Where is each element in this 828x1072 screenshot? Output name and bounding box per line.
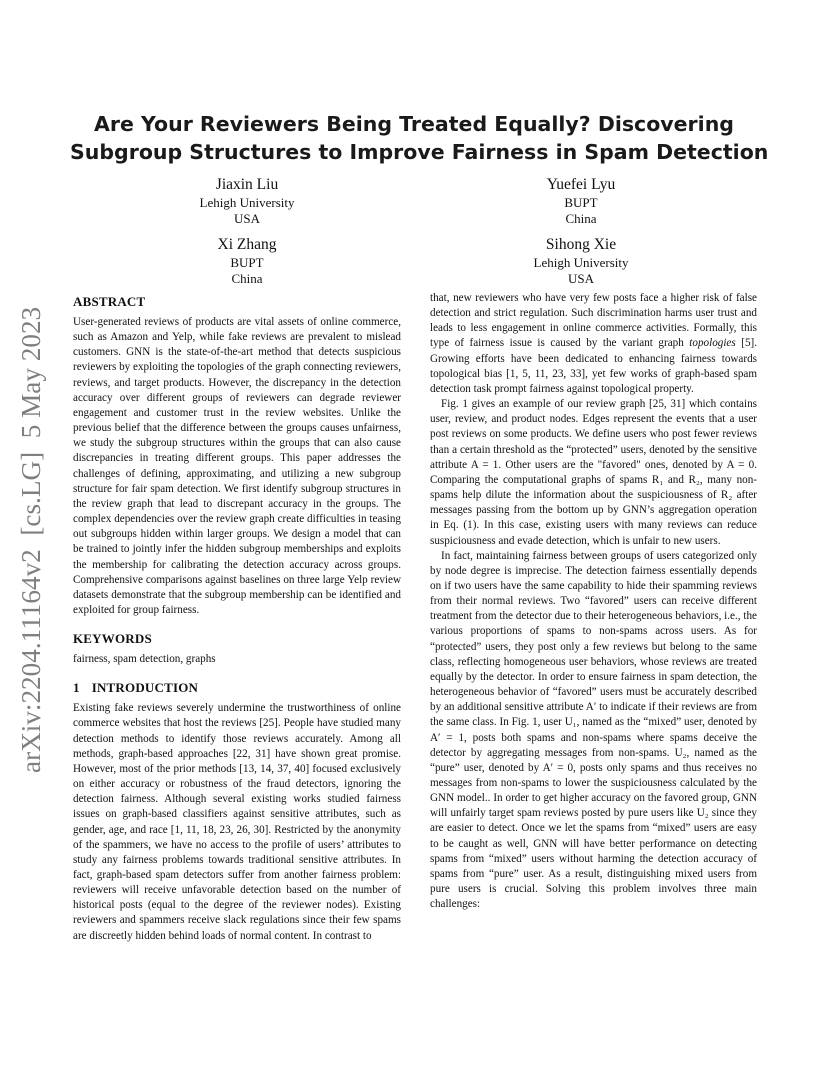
author-name: Jiaxin Liu: [215, 176, 279, 193]
abstract-heading: ABSTRACT: [73, 294, 146, 309]
paper-title-line-1: Are Your Reviewers Being Treated Equally? Discovering: [94, 112, 734, 136]
section-title: INTRODUCTION: [91, 680, 199, 696]
intro-paragraph-3: In fact, maintaining fairness between groups of users categorized only by node degree is imprecise. The detection fairness essentially depends on if two users have the same capability to hide their spamming reviews from their normal reviews. Two “favored” users can receive different treatment from the detector due to their heterogeneous behaviors, i.e., the various proportions of spams to non-spams across users. As for “protected” users, they post only a few reviews but belong to the same class, reflecting homogeneous user behaviors, whose reviews are treated equally by the detector. In order to ensure fairness in spam detection, the heterogeneous behavior of “favored” users must be accurately described by an additional sensitive attribute A′ to indicate if their reviews are from the same class. In Fig. 1, user U₁, named as the “mixed” user, denoted by A′ = 1, posts both spams and non-spams where spams deceive the detector by aggregating messages from non-spams. U₂, named as the “pure” user, denoted by A′ = 0, posts only spams and thus receives no messages from non-spams to lower the suspiciousness calculated by the GNN model.. In order to get higher accuracy on the favored group, GNN will unfairly target spam reviews posted by pure users like U₂ since they are easier to detect. Once we let the spams from “mixed” users are easy to be caught as well, GNN will have better performance on detecting spams from “mixed” users without harming the detection accuracy of spams from “pure” user. As a result, distinguishing mixed users from pure users is crucial. Solving this problem involves three main challenges:: [430, 549, 757, 911]
right-column: [430, 291, 757, 912]
intro-paragraph-1-continued: [430, 291, 757, 397]
keywords-text: fairness, spam detection, graphs: [73, 653, 216, 666]
author-block: [137, 175, 357, 227]
author-country: China: [565, 211, 597, 226]
paragraph-text: [5]. Growing efforts have been dedicated to enhancing fairness towards topological bias [1, 5, 11, 23, 33], yet few works of graph-based spam detection task prompt fairness against topological property.: [430, 337, 758, 395]
author-affiliation: Lehigh University: [199, 195, 295, 210]
author-block: [471, 175, 691, 227]
paper-title: [70, 110, 769, 166]
author-affiliation: BUPT: [564, 195, 598, 210]
arxiv-identifier-text: arXiv:2204.11164v2 [cs.LG] 5 May 2023: [16, 306, 46, 773]
author-country: USA: [233, 211, 260, 226]
author-name: Yuefei Lyu: [546, 176, 616, 193]
introduction-heading: [73, 679, 401, 696]
emphasis-text: topologies: [689, 337, 736, 350]
section-number: 1: [73, 680, 80, 696]
arxiv-identifier: [4, 268, 54, 778]
author-block: [471, 235, 691, 287]
author-block: [137, 235, 357, 287]
author-affiliation: BUPT: [230, 255, 264, 270]
author-country: China: [231, 271, 263, 286]
author-name: Sihong Xie: [545, 236, 617, 253]
keywords-heading: KEYWORDS: [73, 631, 152, 647]
author-affiliation: Lehigh University: [533, 255, 629, 270]
intro-paragraph-1: Existing fake reviews severely undermine the trustworthiness of online commerce websites that host the reviews [25]. People have studied many detection methods to identify those reviews accurately. Among all methods, graph-based approaches [22, 31] have shown great promise. However, most of the prior methods [13, 14, 37, 40] focused exclusively on either accuracy or robustness of the fraud detectors, ignoring the detection fairness. Although several existing works studied fairness issues on graph-based classifiers against sensitive attributes, such as gender, age, and race [1, 11, 18, 23, 26, 30]. Restricted by the anonymity of the spammers, we have no access to the profile of users’ attributes to study any fairness problems towards traditional sensitive attributes. In fact, graph-based spam detectors suffer from another fairness problem: reviewers will receive unfavorable detection based on the number of historical posts (equal to the degree of the reviewer nodes). Existing reviewers and spammers receive slack regulations since their few spams are discreetly hidden behind loads of normal content. In contrast to: [73, 702, 401, 942]
paper-title-line-2: Subgroup Structures to Improve Fairness in Spam Detection: [70, 140, 769, 164]
intro-paragraph-2: Fig. 1 gives an example of our review graph [25, 31] which contains user, review, and product nodes. Edges represent the events that a user post reviews on some products. We define users who post fewer reviews than a certain threshold as the “protected” users, denoted by the sensitive attribute A = 1. Other users are the "favored" ones, denoted by A = 0. Comparing the computational graphs of spams R₁ and R₂, many non-spams help dilute the information about the suspiciousness of R₂ after messages passing from the bottom up by GNN’s aggregation operation in Eq. (1). In this case, existing users with many reviews can reduce suspiciousness and evade detection, which is unfair to new users.: [430, 398, 757, 547]
author-name: Xi Zhang: [217, 236, 277, 253]
left-column: [73, 290, 401, 944]
author-country: USA: [567, 271, 594, 286]
paragraph-text: that, new reviewers who have very few posts face a higher risk of false detection and strict regulation. Such discrimination harms user trust and leads to less engagement in online commerce activities. Formally, this type of fairness issue is caused by the variant graph: [430, 292, 757, 350]
abstract-text: User-generated reviews of products are vital assets of online commerce, such as Amazon and Yelp, while fake reviews are prevalent to mislead customers. GNN is the state-of-the-art method that detects suspicious reviewers by exploiting the topologies of the graph connecting reviewers, reviews, and target products. However, the discrepancy in the detection accuracy over different groups of reviewers can degrade reviewer engagement and customer trust in the review websites. Unlike the previous belief that the difference between the groups causes unfairness, we study the subgroup structures within the groups that can also cause discrepancies in treating different groups. This paper addresses the challenges of defining, approximating, and utilizing a new subgroup structure for fair spam detection. We first identify subgroup structures in the review graph that lead to discrepant accuracy in the groups. The complex dependencies over the review graph create difficulties in teasing out subgroups hidden within larger groups. We design a model that can be trained to jointly infer the hidden subgroup memberships and exploits the membership for calibrating the detection accuracy across groups. Comprehensive comparisons against baselines on three large Yelp review datasets demonstrate that the subgroup membership can be identified and exploited for group fairness.: [73, 316, 401, 616]
